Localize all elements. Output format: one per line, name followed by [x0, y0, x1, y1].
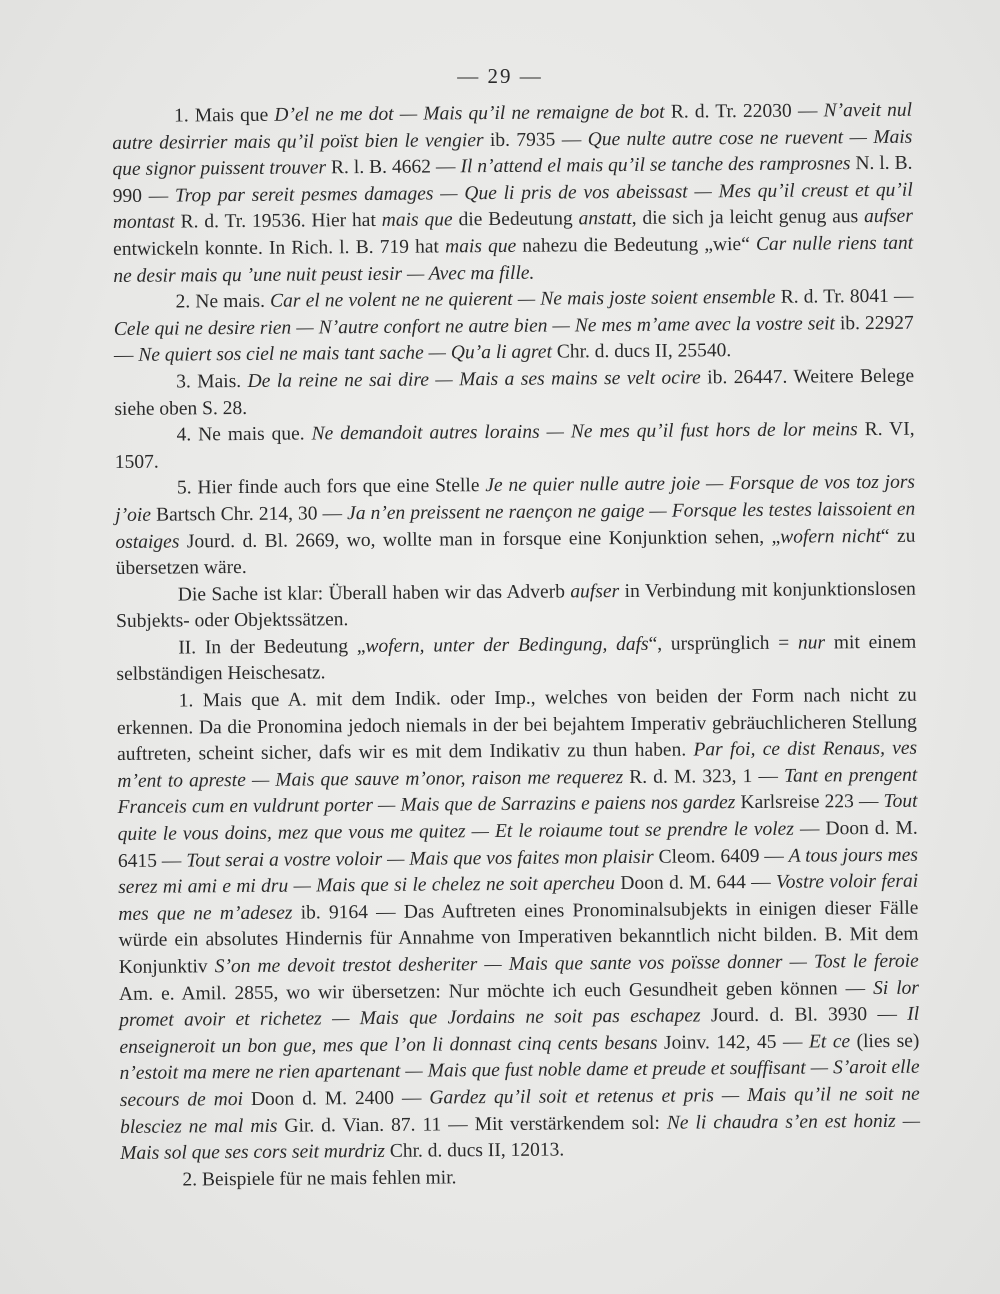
paragraph-fors-que: 5. Hier finde auch fors que eine Stelle Je ne quier nulle autre joie — Forsque de vos toz jors j’oie Bartsch Chr. 214, 30 — Ja n’en preissent ne raençon ne gaige — Forsque les testes laissoient en ostaiges Jourd. d. Bl. 2669, wo, wollte man in forsque eine Konjunktion sehen, „wofern nicht“ zu übersetzen wäre.: [115, 472, 916, 580]
paragraph-mais-que-1: 1. Mais que D’el ne me dot — Mais qu’il ne remaigne de bot R. d. Tr. 22030 — N’aveit nul autre desirrier mais qu’il poïst bien le vengier ib. 7935 — Que nulte autre cose ne ruevent — Mais que signor puissent trouver R. l. B. 4662 — Il n’attend el mais qu’il se tanche des ramprosnes N. l. B. 990 — Trop par sereit pesmes damages — Que li pris de vos abeissast — Mes qu’il creust et qu’il montast R. d. Tr. 19536. Hier hat mais que die Bedeutung anstatt, die sich ja leicht genug aus aufser entwickeln konnte. In Rich. l. B. 719 hat mais que nahezu die Bedeutung „wie“ Car nulle riens tant ne desir mais qu ’une nuit peust iesir — Avec ma fille.: [112, 99, 914, 287]
paragraph-section-ii: II. In der Bedeutung „wofern, unter der Bedingung, dafs“, ursprünglich = nur mit einem selbständigen Heischesatz.: [116, 631, 917, 686]
paragraph-summary: Die Sache ist klar: Überall haben wir das Adverb aufser in Verbindung mit konjunktionslosen Subjekts- oder Objektssätzen.: [115, 578, 916, 633]
body-text: [112, 98, 921, 1195]
paragraph-ne-mais: 2. Ne mais. Car el ne volent ne ne quierent — Ne mais joste soient ensemble R. d. Tr. 8041 — Cele qui ne desire rien — N’autre confort ne autre bien — Ne mes m’ame avec la vostre seit ib. 22927 — Ne quiert sos ciel ne mais tant sache — Qu’a li agret Chr. d. ducs II, 25540.: [113, 285, 914, 367]
paragraph-ne-mais-que: 4. Ne mais que. Ne demandoit autres lorains — Ne mes qu’il fust hors de lor meins R. VI, 1507.: [114, 418, 915, 473]
paragraph-mais: 3. Mais. De la reine ne sai dire — Mais a ses mains se velt ocire ib. 26447. Weitere Belege siehe oben S. 28.: [114, 365, 915, 420]
paragraph-indikativ: 1. Mais que A. mit dem Indik. oder Imp., welches von beiden der Form nach nicht zu erkennen. Da die Pronomina jedoch niemals in der bei bejahtem Imperativ gebräuchlicheren Stellung auftreten, scheint sicher, dafs wir es mit dem Indikativ zu thun haben. Par foi, ce dist Renaus, ves m’ent to apreste — Mais que sauve m’onor, raison me requerez R. d. M. 323, 1 — Tant en prengent Franceis cum en vuldrunt porter — Mais que de Sarrazins e paiens nos gardez Karlsreise 223 — Tout quite le vous doins, mez que vous me quitez — Et le roiaume tout se prendre le volez — Doon d. M. 6415 — Tout serai a vostre voloir — Mais que vos faites mon plaisir Cleom. 6409 — A tous jours mes serez mi ami e mi dru — Mais que si le chelez ne soit apercheu Doon d. M. 644 — Vostre voloir ferai mes que ne m’adesez ib. 9164 — Das Auftreten eines Pronominalsubjekts in einigen dieser Fälle würde ein absolutes Hindernis für Annahme von Imperativen bekanntlich nicht bilden. B. Mit dem Konjunktiv S’on me devoit trestot desheriter — Mais que sante vos poïsse donner — Tost le feroie Am. e. Amil. 2855, wo wir übersetzen: Nur möchte ich euch Gesundheit geben können — Si lor promet avoir et richetez — Mais que Jordains ne soit pas eschapez Jourd. d. Bl. 3930 — Il enseigneroit un bon gue, mes que l’on li donnast cinq cents besans Joinv. 142, 45 — Et ce (lies se) n’estoit ma mere ne rien apartenant — Mais que fust noble dame et preude et souffisant — S’aroit elle secours de moi Doon d. M. 2400 — Gardez qu’il soit et retenus et pris — Mais qu’il ne soit ne blesciez ne mal mis Gir. d. Vian. 87. 11 — Mit verstärkendem sol: Ne li chaudra s’en est honiz — Mais sol que ses cors seit murdriz Chr. d. ducs II, 12013.: [116, 684, 921, 1165]
page-number: — 29 —: [457, 64, 543, 88]
paragraph-beispiele: 2. Beispiele für ne mais fehlen mir.: [182, 1167, 457, 1191]
